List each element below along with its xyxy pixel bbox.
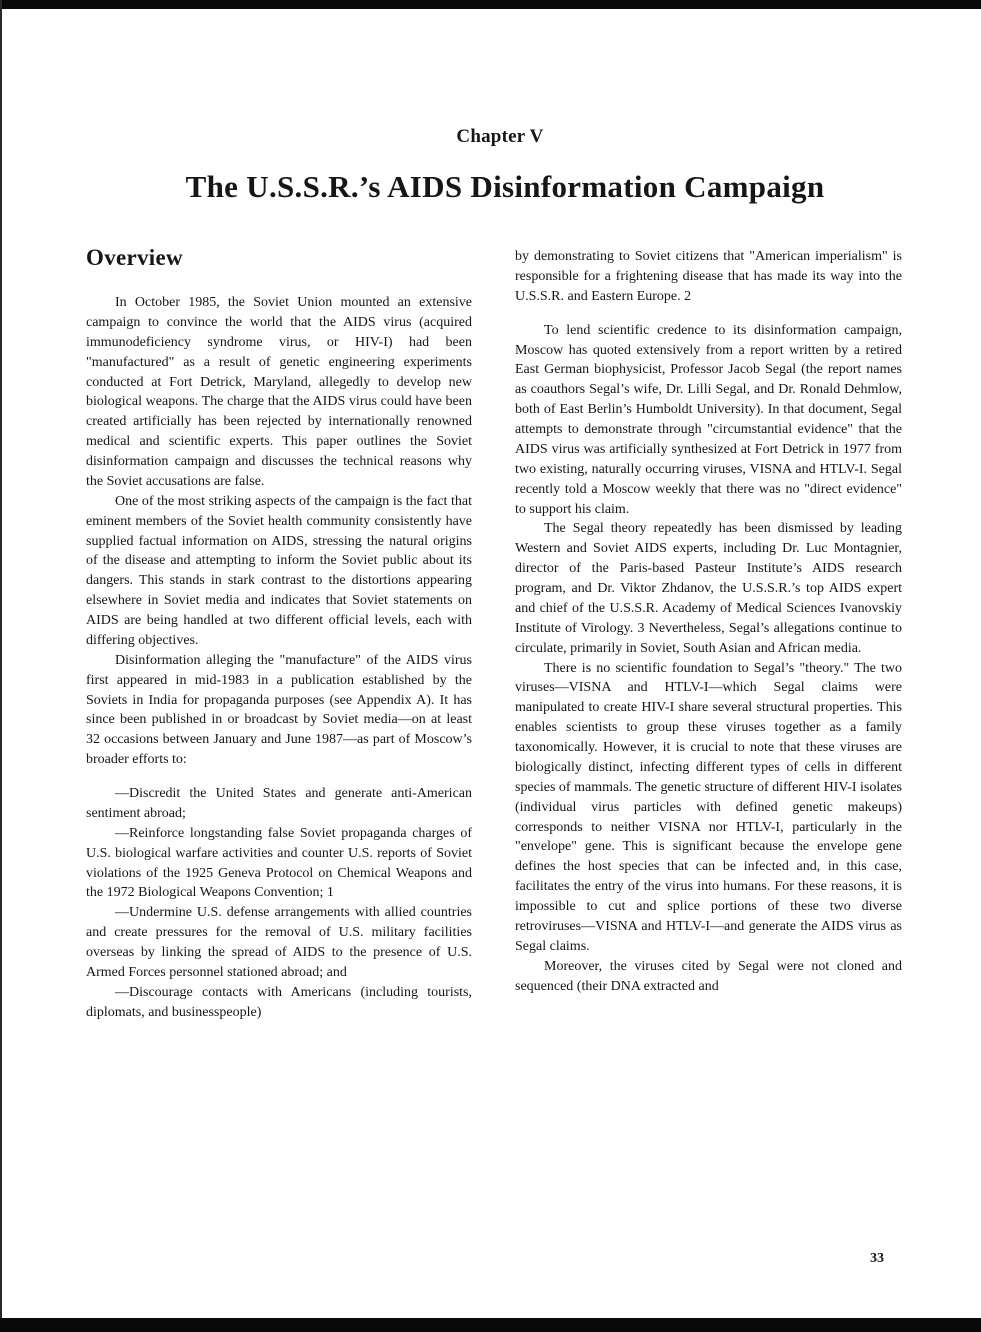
chapter-label: Chapter V xyxy=(456,126,544,147)
right-column xyxy=(515,247,902,996)
body-paragraph: To lend scientific credence to its disinformation campaign, Moscow has quoted extensively from a report written by a retired East German biophysicist, Professor Jacob Segal (the report names as coauthors Segal’s wife, Dr. Lilli Segal, and Dr. Ronald Dehmlow, both of East Berlin’s Humboldt University). In that document, Segal attempts to demonstrate through "circumstantial evidence" that the AIDS virus was artificially synthesized at Fort Detrick in 1977 from two existing, naturally occurring viruses, VISNA and HTLV-I. Segal recently told a Moscow weekly that there was no "direct evidence" to support his claim. xyxy=(515,322,902,517)
body-paragraph: One of the most striking aspects of the campaign is the fact that eminent members of the Soviet health community consistently have supplied factual information on AIDS, stressing the natural origins of the disease and attempting to inform the Soviet public about its dangers. This stands in stark contrast to the distortions appearing elsewhere in Soviet media and indicates that Soviet statements on AIDS are being handled at two different official levels, each with differing objectives. xyxy=(86,493,472,648)
list-item: —Discredit the United States and generate anti-American sentiment abroad; xyxy=(86,786,472,821)
scan-edge-top xyxy=(0,0,981,9)
list-item: —Discourage contacts with Americans (including tourists, diplomats, and businesspeople) xyxy=(86,984,472,1020)
body-paragraph: In October 1985, the Soviet Union mounted an extensive campaign to convince the world that the AIDS virus (acquired immunodeficiency syndrome virus, or HIV-I) had been "manufactured" as a result of genetic engineering experiments conducted at Fort Detrick, Maryland, allegedly to develop new biological weapons. The charge that the AIDS virus could have been created artificially has been rejected by internationally renowned medical and scientific experts. This paper outlines the Soviet disinformation campaign and discusses the technical reasons why the Soviet accusations are false. xyxy=(86,295,472,489)
section-heading-overview: Overview xyxy=(86,245,183,270)
body-paragraph: by demonstrating to Soviet citizens that "American imperialism" is responsible for a frightening disease that has made its way into the U.S.S.R. and Eastern Europe. 2 xyxy=(515,249,902,304)
body-paragraph: The Segal theory repeatedly has been dismissed by leading Western and Soviet AIDS experts, including Dr. Luc Montagnier, director of the Paris-based Pasteur Institute’s AIDS research program, and Dr. Viktor Zhdanov, the U.S.S.R.’s top AIDS expert and chief of the U.S.S.R. Academy of Medical Sciences Ivanovskiy Institute of Virology. 3 Nevertheless, Segal’s allegations continue to circulate, primarily in Soviet, South Asian and African media. xyxy=(515,521,902,656)
chapter-title: The U.S.S.R.’s AIDS Disinformation Campaign xyxy=(185,169,825,204)
page-number: 33 xyxy=(870,1251,884,1266)
body-paragraph: Moreover, the viruses cited by Segal were not cloned and sequenced (their DNA extracted and xyxy=(515,958,902,994)
body-paragraph: Disinformation alleging the "manufacture" of the AIDS virus first appeared in mid-1983 in a publication established by the Soviets in India for propaganda purposes (see Appendix A). It has since been published in or broadcast by Soviet media—on at least 32 occasions between January and June 1987—as part of Moscow’s broader efforts to: xyxy=(86,652,472,768)
left-column xyxy=(86,293,472,1023)
list-item: —Undermine U.S. defense arrangements with allied countries and create pressures for the removal of U.S. military facilities overseas by linking the spread of AIDS to the presence of U.S. Armed Forces personnel stationed abroad; and xyxy=(86,905,472,980)
scan-edge-bottom xyxy=(0,1318,981,1332)
list-item: —Reinforce longstanding false Soviet propaganda charges of U.S. biological warfare activities and counter U.S. reports of Soviet violations of the 1925 Geneva Protocol on Chemical Weapons and the 1972 Biological Weapons Convention; 1 xyxy=(86,825,472,901)
body-paragraph: There is no scientific foundation to Segal’s "theory." The two viruses—VISNA and HTLV-I—which Segal claims were manipulated to create HIV-I share several structural properties. This enables scientists to group these viruses together as a family taxonomically. However, it is crucial to note that these viruses are biologically distinct, infecting different types of cells in different species of mammals. The genetic structure of different HIV-I isolates (individual virus particles with defined genetic makeups) corresponds to neither VISNA nor HTLV-I, particularly in the "envelope" gene. This is significant because the envelope gene defines the host species that can be infected and, in this case, facilitates the entry of the virus into humans. For these reasons, it is impossible to cut and splice portions of these two diverse retroviruses—VISNA and HTLV-I—and generate the AIDS virus as Segal claims. xyxy=(515,660,902,954)
